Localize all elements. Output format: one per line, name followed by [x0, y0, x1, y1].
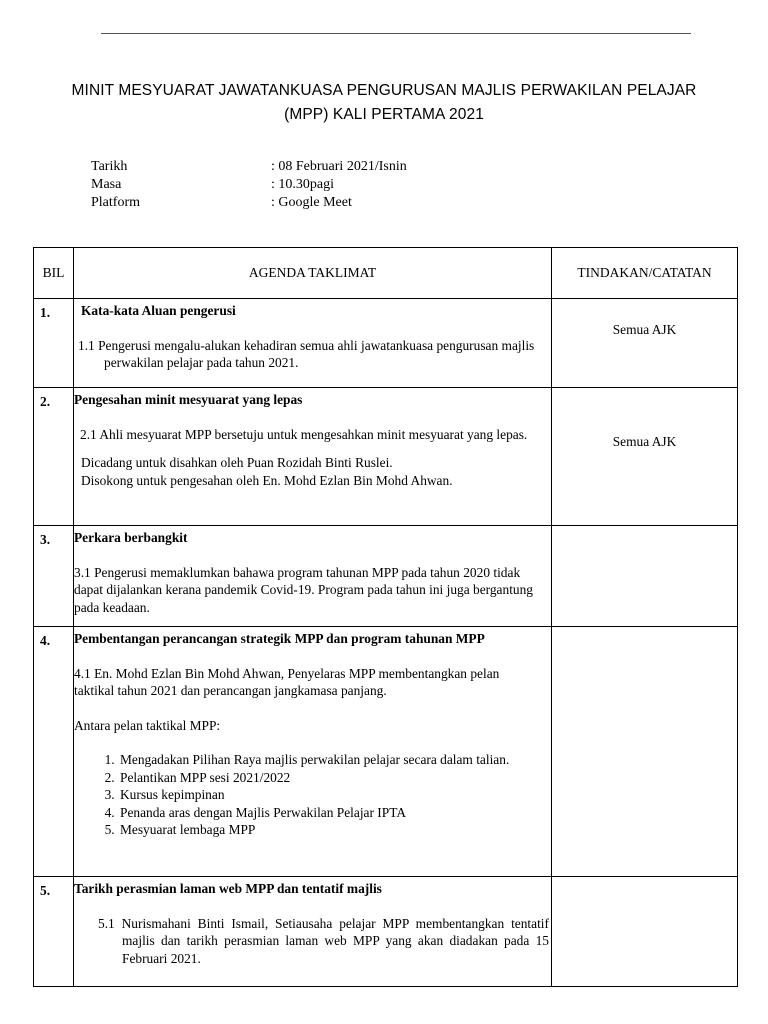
row-number: 3. — [34, 526, 74, 627]
agenda-heading: Kata-kata Aluan pengerusi — [81, 303, 236, 318]
row-number: 4. — [34, 627, 74, 877]
agenda-table — [33, 247, 738, 987]
list-item: 3. Kursus kepimpinan — [118, 786, 519, 804]
agenda-text: 5.1 Nurismahani Binti Ismail, Setiausaha pelajar MPP membentangkan tentatif majlis dan tarikh perasmian laman web MPP yang akan diadakan pada 15 Februari 2021. — [98, 915, 549, 966]
header-bil: BIL — [34, 248, 74, 299]
row-number: 1. — [34, 299, 74, 388]
tindakan-cell — [552, 526, 738, 627]
meta-value: : Google Meet — [271, 195, 352, 210]
agenda-note: Disokong untuk pengesahan oleh En. Mohd Ezlan Bin Mohd Ahwan. — [81, 472, 453, 488]
meta-label: Platform — [91, 195, 140, 210]
agenda-heading: Tarikh perasmian laman web MPP dan tentatif majlis — [74, 881, 382, 896]
meta-value: : 10.30pagi — [271, 177, 334, 192]
list-item: 4. Penanda aras dengan Majlis Perwakilan Pelajar IPTA — [118, 804, 519, 822]
table-row — [34, 877, 738, 987]
agenda-item: 1.1 Pengerusi mengalu-alukan kehadiran semua ahli jawatankuasa pengurusan majlis perwakilan pelajar pada tahun 2021. — [78, 337, 535, 370]
top-rule — [101, 33, 691, 34]
document-title-line-2: (MPP) KALI PERTAMA 2021 — [284, 106, 484, 123]
meta-label: Tarikh — [91, 159, 128, 174]
list-item: 2. Pelantikan MPP sesi 2021/2022 — [118, 769, 519, 787]
list-item: 5. Mesyuarat lembaga MPP — [118, 821, 519, 839]
table-header-row — [34, 248, 738, 299]
row-number: 2. — [34, 388, 74, 526]
agenda-cell — [74, 299, 552, 388]
row-number: 5. — [34, 877, 74, 987]
agenda-note: Dicadang untuk disahkan oleh Puan Rozidah Binti Ruslei. — [81, 455, 393, 470]
agenda-heading: Pengesahan minit mesyuarat yang lepas — [74, 392, 303, 407]
header-agenda: AGENDA TAKLIMAT — [74, 248, 552, 299]
meta-row-masa — [91, 176, 407, 194]
table-row — [34, 526, 738, 627]
agenda-cell — [74, 388, 552, 526]
tindakan-cell — [552, 877, 738, 987]
table-row — [34, 388, 738, 526]
agenda-heading: Pembentangan perancangan strategik MPP dan program tahunan MPP — [74, 631, 485, 646]
agenda-text: 4.1 En. Mohd Ezlan Bin Mohd Ahwan, Penyelaras MPP membentangkan pelan taktikal tahun 2021 dan perancangan jangkamasa panjang. — [74, 665, 500, 698]
agenda-cell — [74, 627, 552, 877]
agenda-item: 2.1 Ahli mesyuarat MPP bersetuju untuk mengesahkan minit mesyuarat yang lepas. — [80, 426, 528, 442]
agenda-cell — [74, 877, 552, 987]
agenda-cell — [74, 526, 552, 627]
agenda-text: 3.1 Pengerusi memaklumkan bahawa program tahunan MPP pada tahun 2020 tidak dapat dijalankan kerana pandemik Covid-19. Program pada tahun ini juga bergantung pada keadaan. — [74, 564, 533, 615]
meeting-details — [91, 158, 407, 212]
meta-row-platform — [91, 194, 407, 212]
table-row — [34, 627, 738, 877]
agenda-subheading: Antara pelan taktikal MPP: — [74, 717, 221, 733]
meta-value: : 08 Februari 2021/Isnin — [271, 159, 407, 174]
tindakan-cell: Semua AJK — [552, 388, 738, 526]
list-item: 1. Mengadakan Pilihan Raya majlis perwakilan pelajar secara dalam talian. — [118, 751, 519, 769]
tindakan-cell — [552, 627, 738, 877]
meta-row-tarikh — [91, 158, 407, 176]
tindakan-cell: Semua AJK — [552, 299, 738, 388]
agenda-heading: Perkara berbangkit — [74, 530, 188, 545]
tactical-plan-list — [74, 751, 549, 839]
meta-label: Masa — [91, 177, 122, 192]
document-title-line-1: MINIT MESYUARAT JAWATANKUASA PENGURUSAN MAJLIS PERWAKILAN PELAJAR — [71, 82, 697, 99]
header-tindakan: TINDAKAN/CATATAN — [552, 248, 738, 299]
table-row — [34, 299, 738, 388]
